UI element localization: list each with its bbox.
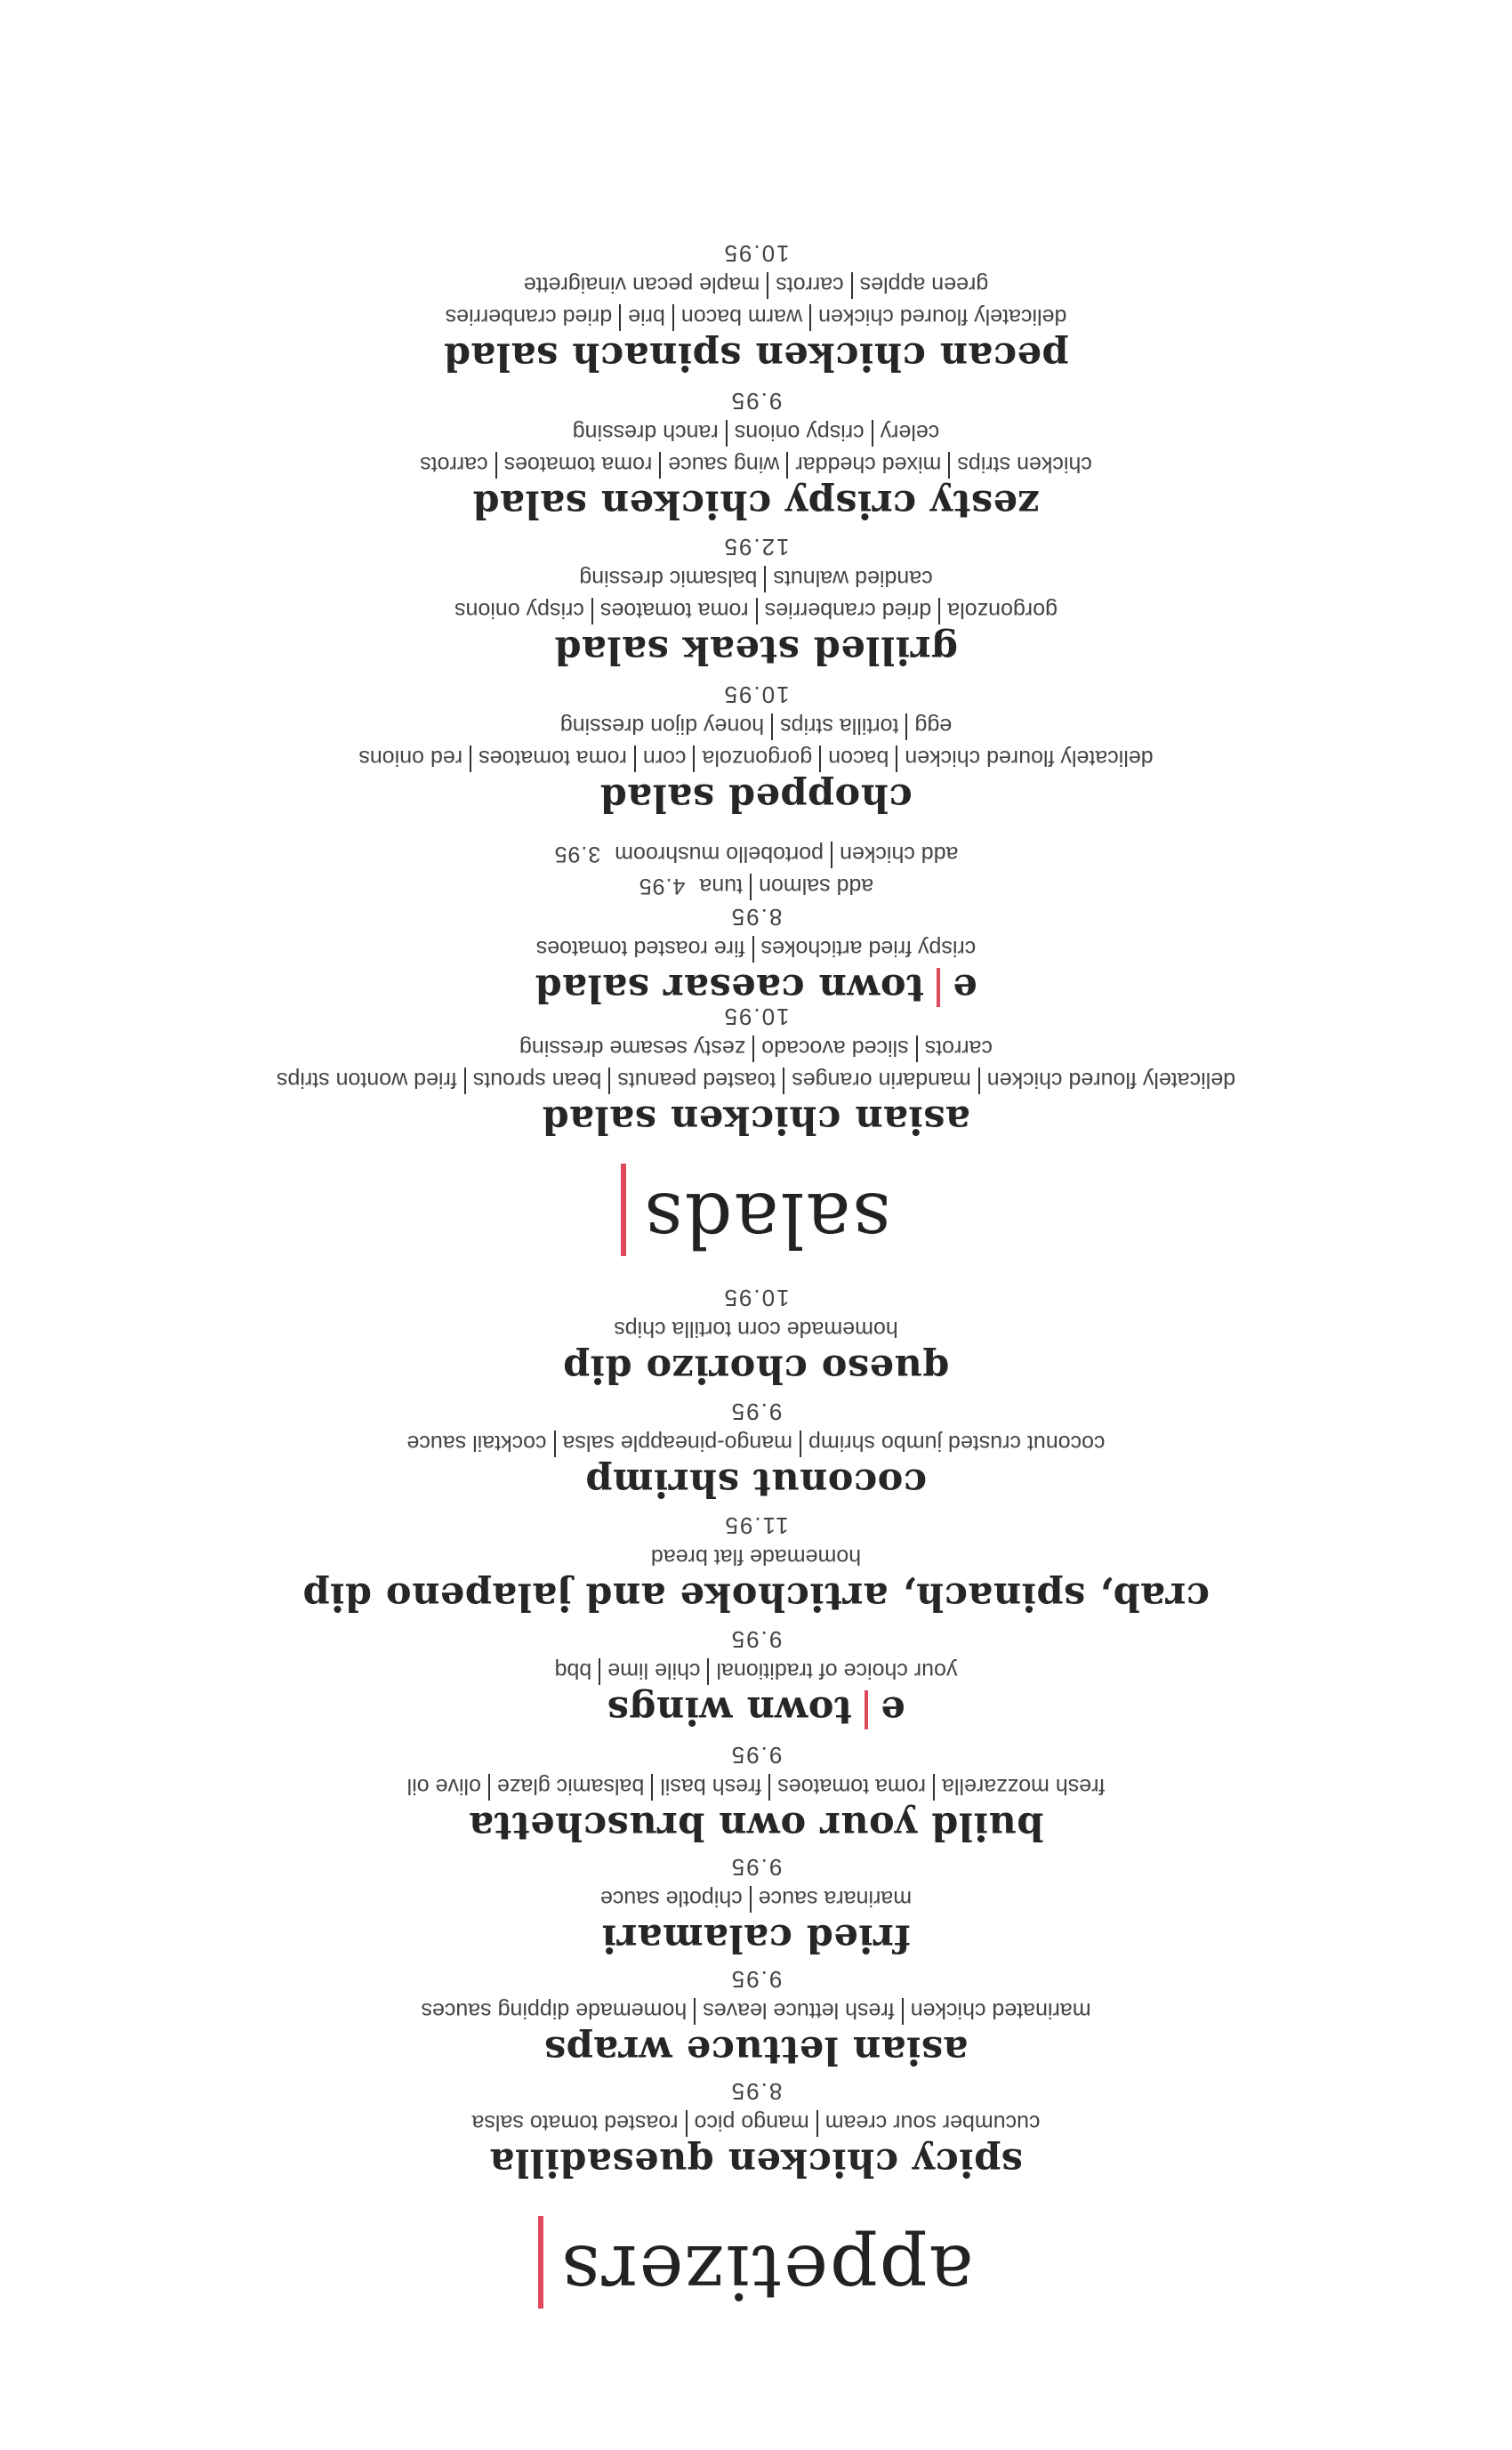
divider	[488, 1774, 490, 1801]
ingredient: carrots	[776, 272, 844, 297]
addon-line	[0, 870, 1512, 902]
item-price: 10.95	[722, 1285, 790, 1311]
item-price: 11.95	[723, 1512, 789, 1539]
addon-price: 3.95	[553, 842, 601, 866]
item-name-text: asian chicken salad	[542, 1097, 970, 1141]
addon-option: portobello mushroom	[615, 842, 824, 866]
item-name	[0, 2027, 1512, 2073]
item-description	[0, 448, 1512, 480]
addon-option: add chicken	[840, 842, 959, 866]
item-description	[0, 1655, 1512, 1687]
divider	[608, 1068, 610, 1094]
item-description	[0, 1032, 1512, 1064]
ingredient: delicately floured chicken	[986, 1068, 1236, 1092]
menu-item	[0, 1624, 1512, 1733]
ingredient: roma tomatoes	[777, 1774, 927, 1799]
item-description	[0, 562, 1512, 594]
item-description	[0, 416, 1512, 448]
ingredient: chicken strips	[957, 452, 1092, 477]
ingredient: candied walnuts	[773, 566, 933, 591]
ingredient: celery	[880, 420, 940, 445]
divider	[906, 713, 908, 740]
menu-item	[0, 532, 1512, 673]
divider	[750, 1886, 752, 1913]
ingredient: homemade corn tortilla chips	[614, 1317, 898, 1342]
item-price: 9.95	[729, 1742, 783, 1769]
divider	[672, 304, 674, 331]
menu-item	[0, 1397, 1512, 1505]
divider	[872, 420, 873, 447]
item-name-text: fried calamari	[601, 1915, 911, 1960]
menu-item	[0, 1511, 1512, 1619]
divider	[800, 1431, 801, 1457]
ingredient: tortilla strips	[780, 713, 899, 738]
ingredient: bean sprouts	[472, 1068, 602, 1092]
ingredient: gorgonzola	[947, 598, 1058, 623]
item-name-text: grilled steak salad	[554, 627, 959, 672]
ingredient: wing sauce	[668, 452, 780, 477]
divider	[619, 304, 621, 331]
item-name-text: town caesar salad	[535, 965, 924, 1010]
ingredient: sliced avocado	[761, 1036, 909, 1060]
item-name-prefix: e	[952, 965, 977, 1010]
item-description	[0, 1541, 1512, 1573]
appetizers-heading: appetizers	[0, 2220, 1512, 2312]
salads-heading: salads	[0, 1167, 1512, 1260]
divider	[599, 1658, 600, 1685]
divider	[851, 272, 853, 299]
divider	[768, 1774, 770, 1801]
ingredient: honey dijon dressing	[559, 713, 765, 738]
divider	[495, 452, 497, 479]
menu-item	[0, 680, 1512, 820]
item-name-text: chopped salad	[599, 775, 913, 819]
ingredient: fresh basil	[660, 1774, 762, 1799]
item-description	[0, 932, 1512, 964]
item-description	[0, 269, 1512, 301]
item-price: 9.95	[729, 1626, 783, 1653]
ingredient: cucumber sour cream	[824, 2110, 1041, 2135]
ingredient: marinara sauce	[758, 1886, 913, 1911]
menu-item	[0, 1964, 1512, 2073]
item-name-text: queso chorizo dip	[562, 1346, 950, 1390]
item-name-text: asian lettuce wraps	[543, 2027, 969, 2072]
ingredient: crispy fried artichokes	[760, 936, 977, 961]
divider	[809, 304, 811, 331]
ingredient: balsamic dressing	[579, 566, 758, 591]
item-name-prefix: e	[880, 1688, 905, 1732]
item-name	[0, 1687, 1512, 1733]
item-name-text: crab, spinach, artichoke and jalapeno dip	[302, 1574, 1210, 1618]
item-price: 9.95	[729, 1966, 783, 1993]
divider	[707, 1658, 709, 1685]
item-price: 9.95	[729, 1398, 783, 1425]
ingredient: balsamic glaze	[496, 1774, 645, 1799]
divider	[750, 874, 752, 900]
addon-option: tuna	[699, 874, 744, 899]
divider	[767, 272, 768, 299]
ingredient: zesty sesame dressing	[519, 1036, 746, 1060]
ingredient: mandarin oranges	[792, 1068, 971, 1092]
ingredient: chile lime	[607, 1658, 701, 1683]
addon-line	[0, 838, 1512, 870]
item-description	[0, 301, 1512, 333]
ingredient: crispy onions	[734, 420, 865, 445]
ingredient: maple pecan vinaigrette	[523, 272, 760, 297]
divider	[896, 745, 897, 772]
ingredient: roma tomatoes	[503, 452, 653, 477]
item-description	[0, 1995, 1512, 2027]
ingredient: gorgonzola	[702, 745, 813, 770]
ingredient: roma tomatoes	[479, 745, 627, 770]
divider	[651, 1774, 653, 1801]
name-accent-bar	[865, 1690, 868, 1729]
divider	[752, 1036, 754, 1062]
divider	[694, 1998, 696, 2025]
divider	[634, 745, 636, 772]
item-name	[0, 1345, 1512, 1391]
item-name	[0, 626, 1512, 673]
item-name	[0, 1802, 1512, 1849]
divider	[726, 420, 728, 447]
ingredient: crispy onions	[454, 598, 584, 623]
name-accent-bar	[937, 968, 940, 1007]
divider	[786, 452, 788, 479]
item-name	[0, 964, 1512, 1011]
ingredient: carrots	[924, 1036, 993, 1060]
ingredient: homemade flat bread	[650, 1544, 862, 1569]
divider	[948, 452, 950, 479]
ingredient: fire roasted tomatoes	[535, 936, 745, 961]
item-description	[0, 1427, 1512, 1459]
item-name-text: zesty crispy chicken salad	[472, 481, 1040, 526]
divider	[902, 1998, 904, 2025]
ingredient: delicately floured chicken	[905, 745, 1154, 770]
ingredient: egg	[914, 713, 953, 738]
ingredient: cocktail sauce	[406, 1431, 547, 1455]
divider	[783, 1068, 784, 1094]
ingredient: coconut crusted jumbo shrimp	[808, 1431, 1106, 1455]
ingredient: your choice of traditional	[716, 1658, 958, 1683]
ingredient: mango pico	[694, 2110, 809, 2135]
item-name	[0, 1096, 1512, 1142]
divider	[693, 745, 695, 772]
ingredient: brie	[628, 304, 665, 329]
menu-item	[0, 238, 1512, 379]
divider	[470, 745, 471, 772]
ingredient: red onions	[358, 745, 463, 770]
item-description	[0, 1770, 1512, 1802]
ingredient: bbq	[554, 1658, 592, 1683]
item-name-text: coconut shrimp	[584, 1460, 928, 1504]
ingredient: fresh mozzarella	[942, 1774, 1106, 1799]
item-description	[0, 1064, 1512, 1096]
item-name-text: spicy chicken quesadilla	[489, 2140, 1023, 2184]
menu-item	[0, 2076, 1512, 2185]
item-description	[0, 710, 1512, 742]
heading-accent-bar	[622, 1164, 627, 1256]
ingredient: chipotle sauce	[599, 1886, 743, 1911]
item-price: 10.95	[722, 1003, 790, 1030]
item-description	[0, 1313, 1512, 1345]
menu-item	[0, 386, 1512, 527]
item-name	[0, 333, 1512, 379]
divider	[764, 566, 766, 592]
divider	[752, 936, 754, 963]
item-name	[0, 480, 1512, 527]
item-price: 12.95	[722, 534, 790, 560]
menu-item	[0, 1002, 1512, 1142]
ingredient: homemade dipping sauces	[421, 1998, 688, 2023]
item-description	[0, 594, 1512, 626]
ingredient: warm bacon	[680, 304, 803, 329]
menu-item	[0, 1852, 1512, 1961]
ingredient: ranch dressing	[572, 420, 719, 445]
divider	[554, 1431, 556, 1457]
ingredient: roma tomatoes	[599, 598, 749, 623]
item-name	[0, 2139, 1512, 2185]
menu-item	[0, 838, 1512, 1011]
addon-price: 4.95	[638, 874, 686, 899]
divider	[978, 1068, 980, 1094]
item-price: 10.95	[722, 681, 790, 708]
item-description	[0, 2107, 1512, 2139]
menu-item	[0, 1283, 1512, 1391]
item-price: 9.95	[729, 388, 783, 415]
heading-accent-bar	[538, 2216, 543, 2309]
divider	[464, 1068, 466, 1094]
divider	[771, 713, 773, 740]
divider	[831, 842, 832, 868]
ingredient: fresh lettuce leaves	[703, 1998, 895, 2023]
ingredient: mixed cheddar	[795, 452, 942, 477]
item-price: 9.95	[729, 1854, 783, 1881]
ingredient: bacon	[828, 745, 889, 770]
ingredient: olive oil	[406, 1774, 481, 1799]
item-name	[0, 774, 1512, 820]
addon-option: add salmon	[759, 874, 874, 899]
item-description	[0, 742, 1512, 774]
ingredient: fried wonton strips	[276, 1068, 457, 1092]
item-price: 8.95	[729, 904, 783, 931]
ingredient: dried cranberries	[764, 598, 932, 623]
ingredient: delicately floured chicken	[818, 304, 1067, 329]
item-name	[0, 1573, 1512, 1619]
divider	[916, 1036, 918, 1062]
item-price: 10.95	[722, 240, 790, 267]
item-name	[0, 1914, 1512, 1961]
divider	[686, 2110, 688, 2137]
item-name	[0, 1459, 1512, 1505]
ingredient: carrots	[420, 452, 488, 477]
item-name-text: pecan chicken spinach salad	[443, 334, 1069, 378]
ingredient: roasted tomato salsa	[471, 2110, 679, 2135]
ingredient: marinated chicken	[910, 1998, 1091, 2023]
ingredient: dried cranberries	[445, 304, 613, 329]
divider	[591, 598, 593, 625]
divider	[816, 2110, 818, 2137]
divider	[938, 598, 940, 625]
item-description	[0, 1882, 1512, 1914]
ingredient: toasted peanuts	[617, 1068, 776, 1092]
divider	[819, 745, 821, 772]
divider	[933, 1774, 935, 1801]
ingredient: mango-pineapple salsa	[562, 1431, 793, 1455]
divider	[659, 452, 661, 479]
item-price: 8.95	[729, 2078, 783, 2105]
ingredient: green apples	[859, 272, 989, 297]
item-name-text: town wings	[607, 1688, 852, 1732]
menu-item	[0, 1740, 1512, 1849]
divider	[756, 598, 758, 625]
ingredient: corn	[642, 745, 687, 770]
item-name-text: build your own bruschetta	[468, 1803, 1044, 1848]
